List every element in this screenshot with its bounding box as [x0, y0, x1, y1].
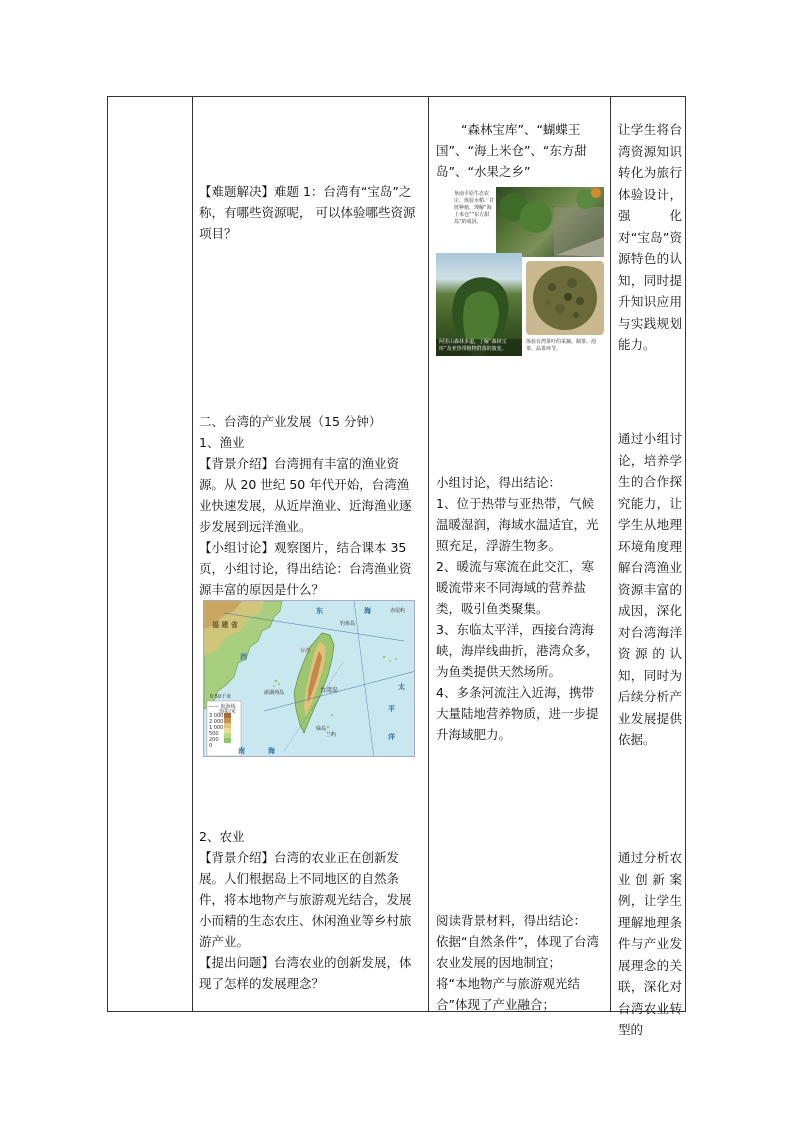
fishery-conclusion-item: 4、多条河流注入近海，携带大量陆地营养物质，进一步提升海域肥力。	[436, 685, 599, 742]
fishery-subheading: 1、渔业	[199, 435, 245, 450]
map-label-taiwan-island: 台湾岛	[320, 687, 339, 694]
map-label-penghu: 澎湖列岛	[264, 690, 285, 696]
intent-agriculture	[618, 847, 682, 1041]
map-legend-unit: 海拔/米	[219, 709, 236, 715]
map-label-chiwei: 赤尾屿	[390, 608, 406, 614]
garden-farm-photo	[496, 187, 604, 257]
fishery-conclusions	[436, 472, 606, 745]
map-label-diaoyu: 钓鱼岛	[340, 621, 356, 627]
map-label-east: 东	[316, 607, 323, 615]
fishery-conclusion-item: 1、位于热带与亚热带，气候温暖湿润，海域水温适宜，光照充足，浮游生物多。	[436, 496, 599, 553]
difficulty-solving-text	[199, 181, 421, 244]
map-label-pacific-yang: 洋	[388, 733, 395, 741]
legend-value: 500	[209, 731, 219, 737]
map-label-fujian: 福 建 省	[212, 621, 238, 629]
difficulty-paragraph: 【难题解决】难题 1：台湾有“宝岛”之称，有哪些资源呢， 可以体验哪些资源项目？	[199, 184, 416, 241]
caption-rice-farm: 垦南平原生态农庄，体验水稻／甘蔗种植，理解“海上米仓”“东方甜岛”的成因。	[454, 191, 495, 225]
intent-fishery	[618, 428, 682, 751]
intent-resources-text: 让学生将台湾资源知识转化为旅行体验设计，强 化 对“宝岛”资源特色的认知，同时提升知识应用与实践规划能力。	[618, 122, 682, 352]
caption-box-rice	[436, 187, 496, 253]
map-label-pacific-ping: 平	[388, 705, 395, 713]
industry-agriculture-section	[199, 826, 421, 994]
map-label-pacific-tai: 太	[398, 683, 405, 691]
agriculture-conclusion-intro: 阅读背景材料，得出结论：	[436, 913, 587, 928]
column-divider	[610, 96, 611, 1012]
map-label-south: 南	[238, 747, 245, 755]
agriculture-conclusion-item: 将“本地物产与旅游观光结合”体现了产业融合；	[436, 976, 580, 1012]
intent-resources	[618, 119, 682, 356]
fishery-conclusion-item: 3、东临太平洋，西接台湾海峡，海岸线曲折，港湾众多，为鱼类提供天然场所。	[436, 622, 599, 679]
fishery-discussion: 【小组讨论】观察图片，结合课本 35页，小组讨论，得出结论：台湾渔业资源丰富的原因是什么？	[199, 540, 412, 597]
agriculture-background: 【背景介绍】台湾的农业正在创新发展。人们根据岛上不同地区的自然条件，将本地物产与旅游观光结合，发展小而精的生态农庄、休闲渔业等乡村旅游产业。	[199, 850, 412, 949]
intent-agriculture-text: 通过分析农业创新案例，让学生理解地理条件与产业发展理念的关联，深化对台湾农业转型的	[618, 850, 682, 1037]
legend-value: 0	[209, 743, 213, 749]
treasure-island-titles	[436, 119, 604, 182]
taiwan-map	[203, 600, 415, 757]
agriculture-conclusion-item: 依据“自然条件”，体现了台湾农业发展的因地制宜；	[436, 934, 599, 970]
map-label-lanyu: 兰屿	[326, 732, 337, 738]
tea-photo-box	[522, 257, 604, 356]
agriculture-subheading: 2、农业	[199, 829, 245, 844]
industry-fishery-section	[199, 411, 421, 600]
map-label-west: 西	[240, 653, 247, 661]
caption-tea: 体验台湾茶叶的采摘、制茶、泡茶、品茶环节。	[526, 339, 597, 352]
island-nicknames: “森林宝库”、“蝴蝶王国”、“海上米仓”、“东方甜岛”、“水果之乡”	[436, 122, 587, 179]
map-label-taiwan-city: 台湾	[300, 648, 311, 654]
intent-fishery-text: 通过小组讨论，培养学生的合作探究能力，让学生从地理环境角度理解台湾渔业资源丰富的成因，深化对台湾海洋资源的认知，同时为后续分析产业发展提供依据。	[618, 431, 682, 747]
fishery-background: 【背景介绍】台湾拥有丰富的渔业资源。从 20 世纪 50 年代开始，台湾渔业快速发展，从近岸渔业、近海渔业逐步发展到远洋渔业。	[199, 456, 412, 534]
column-divider	[428, 96, 429, 1012]
map-label-ludao: 绿岛	[316, 726, 327, 732]
legend-value: 1 000	[209, 725, 224, 731]
caption-alishan: 阿里山森林步道，了解“森林宝库”及亚热带植物群落的演变。	[439, 339, 507, 352]
fishery-conclusion-intro: 小组讨论，得出结论：	[436, 475, 562, 490]
legend-value: 3 000	[209, 713, 224, 719]
map-label-sea: 海	[364, 607, 371, 615]
map-scale: 0 50千米	[210, 694, 232, 700]
map-legend-title: —— 航海线	[209, 704, 236, 710]
section-heading: 二、台湾的产业发展（15 分钟）	[199, 414, 382, 429]
agriculture-question: 【提出问题】台湾农业的创新发展，体现了怎样的发展理念？	[199, 955, 412, 991]
legend-value: 2 000	[209, 719, 224, 725]
agriculture-conclusions	[436, 910, 606, 1015]
fishery-conclusion-item: 2、暖流与寒流在此交汇，寒暖流带来不同海域的营养盐类，吸引鱼类聚集。	[436, 559, 594, 616]
map-label-south-sea: 海	[268, 747, 275, 755]
legend-value: 200	[209, 737, 219, 743]
alishan-forest-photo	[436, 253, 522, 356]
column-divider	[192, 96, 193, 1012]
